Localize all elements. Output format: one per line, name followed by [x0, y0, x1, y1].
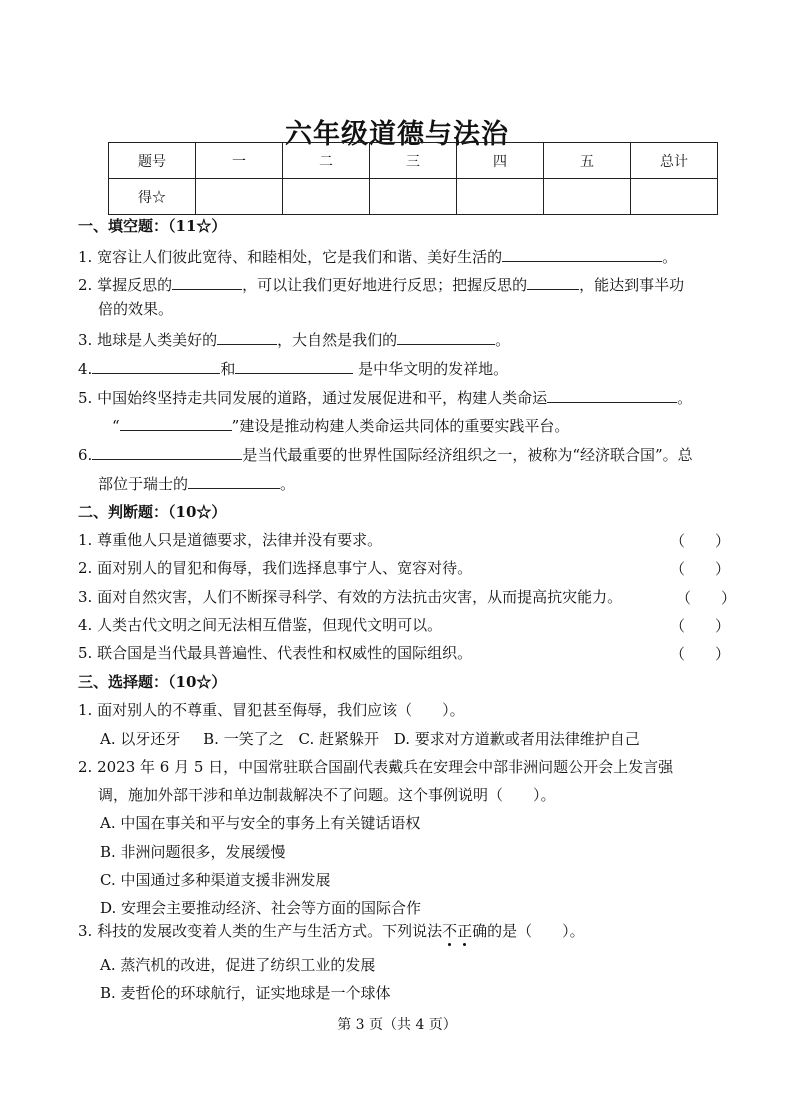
- answer-parentheses[interactable]: （ ）: [670, 532, 731, 550]
- score-cell[interactable]: [631, 179, 718, 215]
- judge-question-3: 3. 面对自然灾害，人们不断探寻科学、有效的方法抗击灾害，从而提高抗灾能力。: [78, 588, 623, 606]
- answer-parentheses[interactable]: （ ）: [676, 589, 737, 607]
- section2-heading: 二、判断题：（10☆）: [78, 503, 227, 521]
- score-header-cell: 二: [283, 143, 370, 179]
- option-d[interactable]: D. 要求对方道歉或者用法律维护自己: [393, 730, 640, 748]
- fill-question-3: [78, 328, 510, 350]
- question-text: ，可以让我们更好地进行反思；把握反思的: [242, 276, 528, 294]
- option-a[interactable]: A. 蒸汽机的改进，促进了纺织工业的发展: [100, 956, 376, 974]
- choice-options: [100, 729, 640, 749]
- score-header-cell: 总计: [631, 143, 718, 179]
- question-text: 。: [662, 248, 678, 266]
- choice-question-2: 2. 2023 年 6 月 5 日，中国常驻联合国副代表戴兵在安理会中部非洲问题公开会上发言强: [78, 758, 674, 776]
- score-table-score-row: [109, 179, 718, 215]
- choice-question-2-cont: 调，施加外部干涉和单边制裁解决不了问题。这个事例说明（ ）。: [98, 786, 556, 804]
- page-number: 第 3 页（共 4 页）: [337, 1017, 457, 1033]
- question-text: 是当代最重要的世界性国际经济组织之一，被称为“经济联合国”。总: [242, 446, 693, 464]
- answer-blank[interactable]: [527, 273, 579, 290]
- option-c[interactable]: C. 中国通过多种渠道支援非洲发展: [100, 871, 331, 889]
- answer-blank[interactable]: [235, 357, 353, 374]
- question-text: 5. 中国始终坚持走共同发展的道路，通过发展促进和平，构建人类命运: [78, 389, 548, 407]
- option-b[interactable]: B. 麦哲伦的环球航行，证实地球是一个球体: [100, 984, 391, 1002]
- question-text: 。: [495, 331, 511, 349]
- fill-question-2-cont: 倍的效果。: [98, 300, 174, 318]
- question-text: “: [112, 417, 120, 435]
- question-text: 。: [677, 389, 693, 407]
- score-row-label: 得☆: [109, 179, 196, 215]
- answer-parentheses[interactable]: （ ）: [670, 645, 731, 663]
- score-header-cell: 三: [370, 143, 457, 179]
- option-b[interactable]: B. 非洲问题很多，发展缓慢: [100, 843, 286, 861]
- judge-question-4: 4. 人类古代文明之间无法相互借鉴，但现代文明可以。: [78, 616, 443, 634]
- choice-question-3: [78, 921, 585, 941]
- question-text: 是中华文明的发祥地。: [358, 360, 509, 378]
- question-text: 3. 科技的发展改变着人类的生产与生活方式。下列说法: [78, 922, 443, 940]
- question-text: ”建设是推动构建人类命运共同体的重要实践平台。: [231, 417, 570, 435]
- question-text: ，能达到事半功: [579, 276, 685, 294]
- answer-parentheses[interactable]: （ ）: [670, 560, 731, 578]
- score-table-header-row: [109, 143, 718, 179]
- score-cell[interactable]: [283, 179, 370, 215]
- answer-blank[interactable]: [92, 443, 242, 460]
- score-cell[interactable]: [457, 179, 544, 215]
- answer-blank[interactable]: [217, 328, 277, 345]
- fill-question-6-cont: [98, 472, 295, 494]
- answer-blank[interactable]: [397, 328, 495, 345]
- question-text: 1. 宽容让人们彼此宽待、和睦相处，它是我们和谐、美好生活的: [78, 248, 503, 266]
- option-d[interactable]: D. 安理会主要推动经济、社会等方面的国际合作: [100, 899, 422, 917]
- section1-heading: 一、填空题：（11☆）: [78, 217, 227, 235]
- answer-blank[interactable]: [92, 357, 220, 374]
- question-text: 和: [220, 360, 236, 378]
- emphasis-char: 不: [442, 922, 458, 940]
- emphasis-char: 正: [457, 922, 473, 940]
- score-header-cell: 四: [457, 143, 544, 179]
- answer-blank[interactable]: [188, 472, 280, 489]
- answer-parentheses[interactable]: （ ）: [670, 617, 731, 635]
- score-header-cell: 五: [544, 143, 631, 179]
- fill-question-5-cont: [112, 414, 569, 436]
- question-text: 。: [280, 475, 296, 493]
- score-cell[interactable]: [370, 179, 457, 215]
- choice-question-1: 1. 面对别人的不尊重、冒犯甚至侮辱，我们应该（ ）。: [78, 701, 465, 719]
- judge-question-1: 1. 尊重他人只是道德要求，法律并没有要求。: [78, 531, 383, 549]
- fill-question-6: [78, 443, 693, 465]
- fill-question-4: [78, 357, 508, 379]
- fill-question-1: [78, 245, 677, 267]
- score-table: [108, 142, 718, 215]
- question-text: 部位于瑞士的: [98, 475, 189, 493]
- answer-blank[interactable]: [502, 245, 662, 262]
- option-a[interactable]: A. 以牙还牙: [100, 730, 181, 748]
- score-cell[interactable]: [544, 179, 631, 215]
- answer-blank[interactable]: [172, 273, 242, 290]
- question-text: 3. 地球是人类美好的: [78, 331, 218, 349]
- option-c[interactable]: C. 赶紧躲开: [298, 730, 379, 748]
- fill-question-2: [78, 273, 684, 295]
- option-b[interactable]: B. 一笑了之: [203, 730, 284, 748]
- question-text: 确的是（ ）。: [472, 922, 585, 940]
- answer-blank[interactable]: [547, 386, 677, 403]
- judge-question-2: 2. 面对别人的冒犯和侮辱，我们选择息事宁人、宽容对待。: [78, 559, 473, 577]
- question-text: 2. 掌握反思的: [78, 276, 173, 294]
- question-text: 6.: [78, 446, 93, 464]
- score-header-cell: 题号: [109, 143, 196, 179]
- answer-blank[interactable]: [120, 414, 232, 431]
- score-header-cell: 一: [196, 143, 283, 179]
- score-cell[interactable]: [196, 179, 283, 215]
- section3-heading: 三、选择题：（10☆）: [78, 673, 227, 691]
- question-text: 4.: [78, 360, 93, 378]
- question-text: ，大自然是我们的: [277, 331, 398, 349]
- judge-question-5: 5. 联合国是当代最具普遍性、代表性和权威性的国际组织。: [78, 644, 473, 662]
- option-a[interactable]: A. 中国在事关和平与安全的事务上有关键话语权: [100, 814, 421, 832]
- fill-question-5: [78, 386, 692, 408]
- page-title: 六年级道德与法治: [285, 119, 509, 150]
